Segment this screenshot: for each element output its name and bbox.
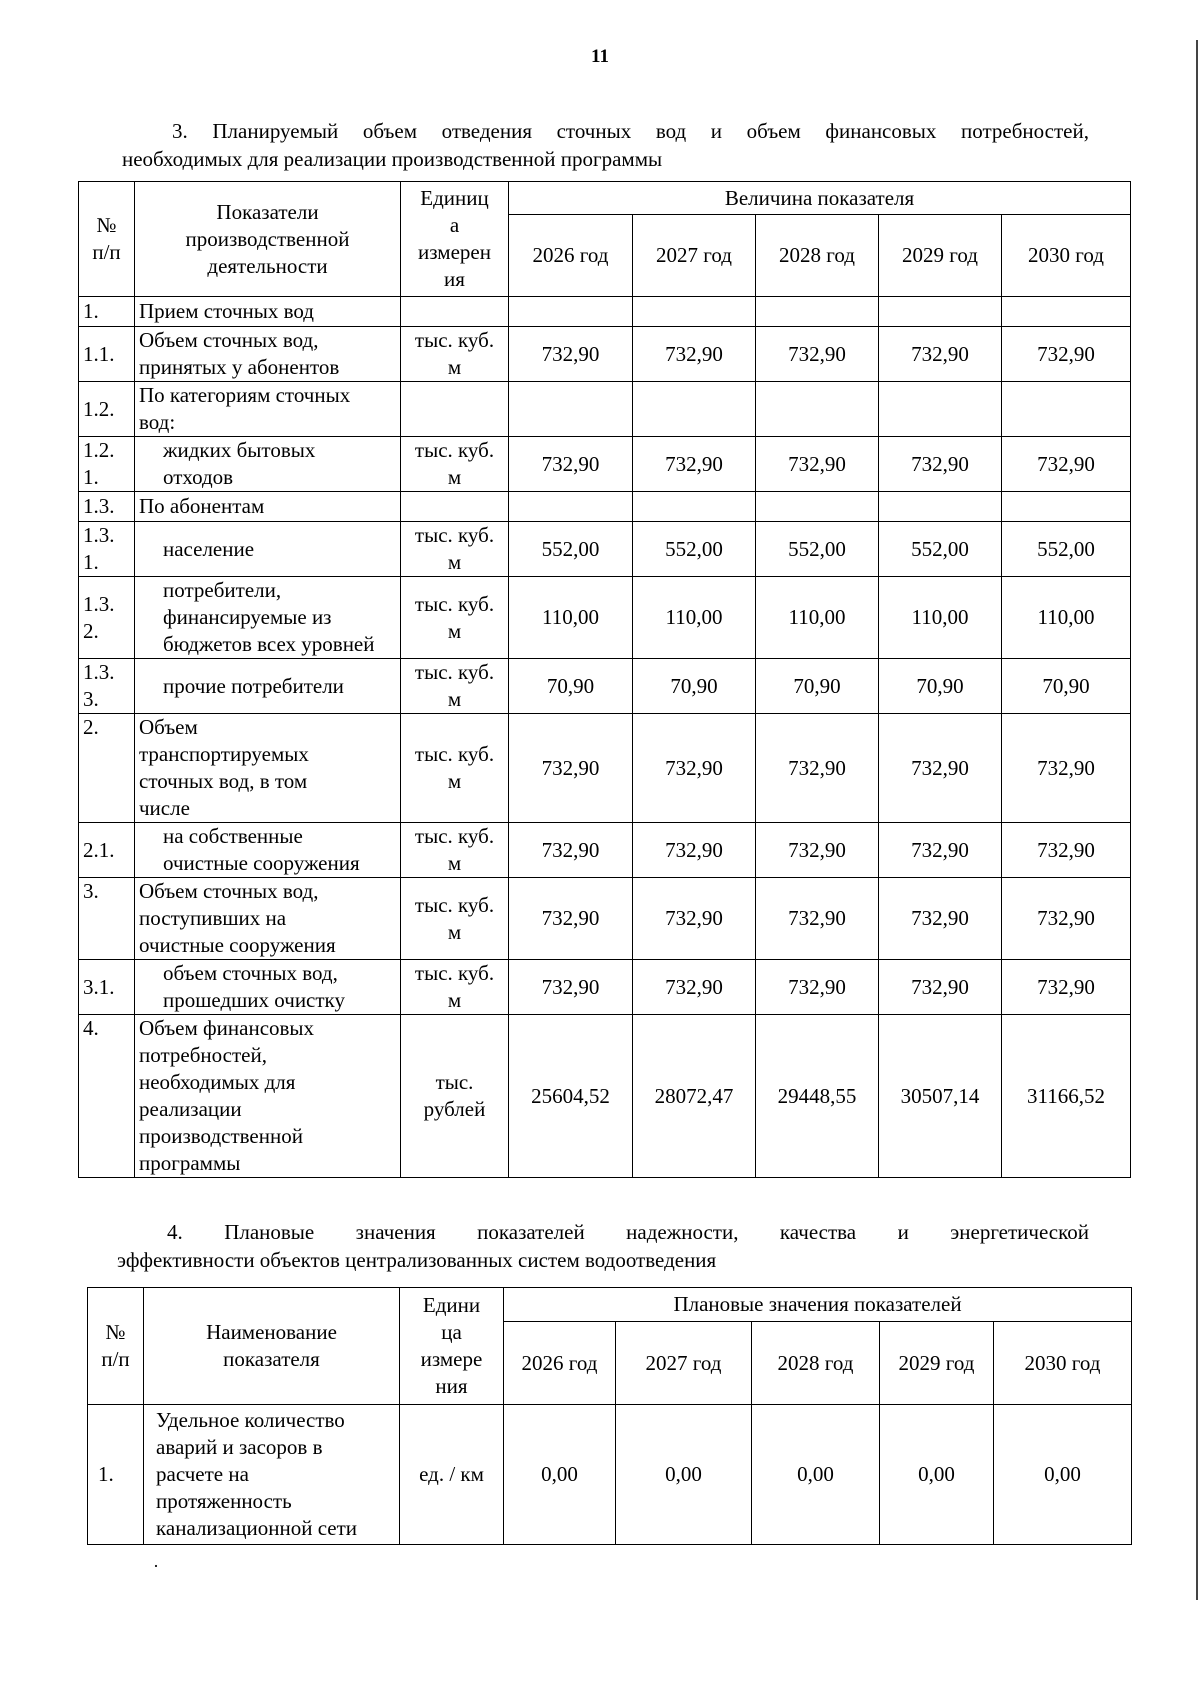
cell-indicator: Прием сточных вод xyxy=(135,297,401,327)
cell-value: 732,90 xyxy=(1002,960,1131,1015)
header-num: № п/п xyxy=(79,182,135,297)
cell-num: 1.2. xyxy=(79,382,135,437)
cell-value: 552,00 xyxy=(633,522,756,577)
cell-num: 4. xyxy=(79,1015,135,1178)
table-row xyxy=(79,437,1131,492)
cell-value: 0,00 xyxy=(994,1405,1132,1545)
table-row xyxy=(79,492,1131,522)
header-value-group: Плановые значения показателей xyxy=(504,1288,1132,1322)
page-number: 11 xyxy=(591,46,609,67)
cell-value: 70,90 xyxy=(509,659,633,714)
cell-value: 552,00 xyxy=(509,522,633,577)
cell-value: 110,00 xyxy=(633,577,756,659)
cell-value xyxy=(879,382,1002,437)
cell-value: 732,90 xyxy=(756,823,879,878)
cell-value xyxy=(756,382,879,437)
cell-value xyxy=(756,297,879,327)
table-row xyxy=(79,823,1131,878)
cell-value: 110,00 xyxy=(509,577,633,659)
cell-value: 732,90 xyxy=(509,327,633,382)
header-year: 2026 год xyxy=(504,1322,616,1405)
cell-num: 1.3. 2. xyxy=(79,577,135,659)
header-num: № п/п xyxy=(88,1288,144,1405)
cell-indicator: По абонентам xyxy=(135,492,401,522)
cell-value: 732,90 xyxy=(633,878,756,960)
cell-value: 70,90 xyxy=(756,659,879,714)
header-year: 2026 год xyxy=(509,215,633,297)
cell-unit xyxy=(401,492,509,522)
cell-unit xyxy=(401,382,509,437)
table-row xyxy=(79,297,1131,327)
cell-value: 552,00 xyxy=(879,522,1002,577)
cell-num: 1.3. 3. xyxy=(79,659,135,714)
cell-num: 1.1. xyxy=(79,327,135,382)
header-year: 2028 год xyxy=(756,215,879,297)
table-row xyxy=(79,659,1131,714)
cell-value: 552,00 xyxy=(756,522,879,577)
cell-value: 552,00 xyxy=(1002,522,1131,577)
table-row xyxy=(79,1015,1131,1178)
table-body xyxy=(79,297,1131,1178)
cell-value: 732,90 xyxy=(509,823,633,878)
cell-value: 70,90 xyxy=(879,659,1002,714)
cell-value: 25604,52 xyxy=(509,1015,633,1178)
cell-indicator: Удельное количество аварий и засоров в расчете на протяженность канализационной сети xyxy=(144,1405,400,1545)
cell-value xyxy=(879,297,1002,327)
cell-num: 1.3. xyxy=(79,492,135,522)
table-row xyxy=(79,577,1131,659)
cell-unit xyxy=(401,297,509,327)
section3-heading: 3. Планируемый объем отведения сточных вод и объем финансовых потребностей, необходимых для реализации производственной программы xyxy=(122,119,1089,171)
header-year: 2030 год xyxy=(994,1322,1132,1405)
table-row xyxy=(79,878,1131,960)
cell-value: 732,90 xyxy=(509,714,633,823)
cell-value xyxy=(1002,382,1131,437)
cell-value: 732,90 xyxy=(879,327,1002,382)
cell-value: 732,90 xyxy=(509,437,633,492)
cell-value: 0,00 xyxy=(880,1405,994,1545)
cell-indicator: Объем транспортируемых сточных вод, в том числе xyxy=(135,714,401,823)
cell-value xyxy=(879,492,1002,522)
cell-value: 29448,55 xyxy=(756,1015,879,1178)
table-row xyxy=(79,714,1131,823)
cell-indicator: население xyxy=(135,522,401,577)
header-year: 2027 год xyxy=(616,1322,752,1405)
header-year: 2027 год xyxy=(633,215,756,297)
table-reliability-indicators xyxy=(87,1287,1132,1545)
cell-indicator: Объем сточных вод, принятых у абонентов xyxy=(135,327,401,382)
cell-unit: тыс. куб. м xyxy=(401,659,509,714)
cell-indicator: По категориям сточных вод: xyxy=(135,382,401,437)
cell-value: 732,90 xyxy=(1002,327,1131,382)
header-unit: Единиц а измерен ия xyxy=(401,182,509,297)
cell-unit: тыс. куб. м xyxy=(401,522,509,577)
cell-value: 732,90 xyxy=(879,960,1002,1015)
cell-value: 732,90 xyxy=(879,437,1002,492)
cell-num: 1.2. 1. xyxy=(79,437,135,492)
cell-value: 70,90 xyxy=(633,659,756,714)
cell-value: 732,90 xyxy=(879,823,1002,878)
section4-heading: 4. Плановые значения показателей надежности, качества и энергетической эффективности объектов централизованных систем водоотведения xyxy=(117,1220,1089,1272)
cell-value: 732,90 xyxy=(756,878,879,960)
header-indicator: Показатели производственной деятельности xyxy=(135,182,401,297)
cell-num: 1. xyxy=(79,297,135,327)
cell-value: 732,90 xyxy=(879,878,1002,960)
cell-unit: тыс. куб. м xyxy=(401,823,509,878)
cell-indicator: потребители, финансируемые из бюджетов всех уровней xyxy=(135,577,401,659)
cell-indicator: объем сточных вод, прошедших очистку xyxy=(135,960,401,1015)
cell-unit: тыс. куб. м xyxy=(401,878,509,960)
cell-value: 110,00 xyxy=(879,577,1002,659)
table-wastewater-volumes xyxy=(78,181,1131,1178)
table-row xyxy=(79,327,1131,382)
cell-value: 732,90 xyxy=(633,960,756,1015)
cell-value: 732,90 xyxy=(879,714,1002,823)
cell-unit: тыс. куб. м xyxy=(401,327,509,382)
cell-value: 732,90 xyxy=(756,327,879,382)
cell-value: 70,90 xyxy=(1002,659,1131,714)
cell-num: 3.1. xyxy=(79,960,135,1015)
cell-num: 1.3. 1. xyxy=(79,522,135,577)
cell-num: 2. xyxy=(79,714,135,823)
cell-value: 110,00 xyxy=(756,577,879,659)
cell-indicator: на собственные очистные сооружения xyxy=(135,823,401,878)
cell-value xyxy=(1002,297,1131,327)
cell-indicator: Объем финансовых потребностей, необходимых для реализации производственной программы xyxy=(135,1015,401,1178)
cell-num: 3. xyxy=(79,878,135,960)
cell-unit: тыс. рублей xyxy=(401,1015,509,1178)
cell-value: 30507,14 xyxy=(879,1015,1002,1178)
cell-value: 732,90 xyxy=(509,960,633,1015)
cell-num: 2.1. xyxy=(79,823,135,878)
cell-unit: тыс. куб. м xyxy=(401,960,509,1015)
scan-mark: · xyxy=(153,1556,159,1576)
cell-value: 732,90 xyxy=(756,714,879,823)
cell-num: 1. xyxy=(88,1405,144,1545)
table-header-row xyxy=(79,182,1131,215)
header-indicator: Наименование показателя xyxy=(144,1288,400,1405)
cell-value: 732,90 xyxy=(633,714,756,823)
header-unit: Едини ца измере ния xyxy=(400,1288,504,1405)
cell-value xyxy=(1002,492,1131,522)
cell-value xyxy=(633,297,756,327)
cell-value: 110,00 xyxy=(1002,577,1131,659)
cell-value: 732,90 xyxy=(1002,878,1131,960)
table-row xyxy=(79,522,1131,577)
cell-value xyxy=(509,297,633,327)
cell-value: 732,90 xyxy=(509,878,633,960)
header-year: 2029 год xyxy=(880,1322,994,1405)
cell-unit: тыс. куб. м xyxy=(401,577,509,659)
cell-value: 732,90 xyxy=(1002,823,1131,878)
cell-value: 28072,47 xyxy=(633,1015,756,1178)
cell-unit: ед. / км xyxy=(400,1405,504,1545)
table-body xyxy=(88,1405,1132,1545)
cell-value: 732,90 xyxy=(756,437,879,492)
cell-value: 732,90 xyxy=(633,327,756,382)
table-row xyxy=(79,382,1131,437)
cell-value: 31166,52 xyxy=(1002,1015,1131,1178)
header-value-group: Величина показателя xyxy=(509,182,1131,215)
table-row xyxy=(88,1405,1132,1545)
cell-value xyxy=(509,492,633,522)
cell-value: 0,00 xyxy=(752,1405,880,1545)
cell-value: 732,90 xyxy=(756,960,879,1015)
table-header-row xyxy=(88,1288,1132,1322)
cell-value: 732,90 xyxy=(633,437,756,492)
cell-indicator: прочие потребители xyxy=(135,659,401,714)
cell-value: 0,00 xyxy=(504,1405,616,1545)
header-year: 2030 год xyxy=(1002,215,1131,297)
cell-value: 732,90 xyxy=(633,823,756,878)
cell-value xyxy=(633,382,756,437)
cell-value xyxy=(633,492,756,522)
cell-unit: тыс. куб. м xyxy=(401,437,509,492)
cell-indicator: жидких бытовых отходов xyxy=(135,437,401,492)
cell-value: 732,90 xyxy=(1002,437,1131,492)
cell-indicator: Объем сточных вод, поступивших на очистные сооружения xyxy=(135,878,401,960)
cell-value: 0,00 xyxy=(616,1405,752,1545)
header-year: 2029 год xyxy=(879,215,1002,297)
header-year: 2028 год xyxy=(752,1322,880,1405)
table-row xyxy=(79,960,1131,1015)
cell-unit: тыс. куб. м xyxy=(401,714,509,823)
cell-value xyxy=(756,492,879,522)
page-edge-rule xyxy=(1196,40,1198,1600)
cell-value xyxy=(509,382,633,437)
cell-value: 732,90 xyxy=(1002,714,1131,823)
